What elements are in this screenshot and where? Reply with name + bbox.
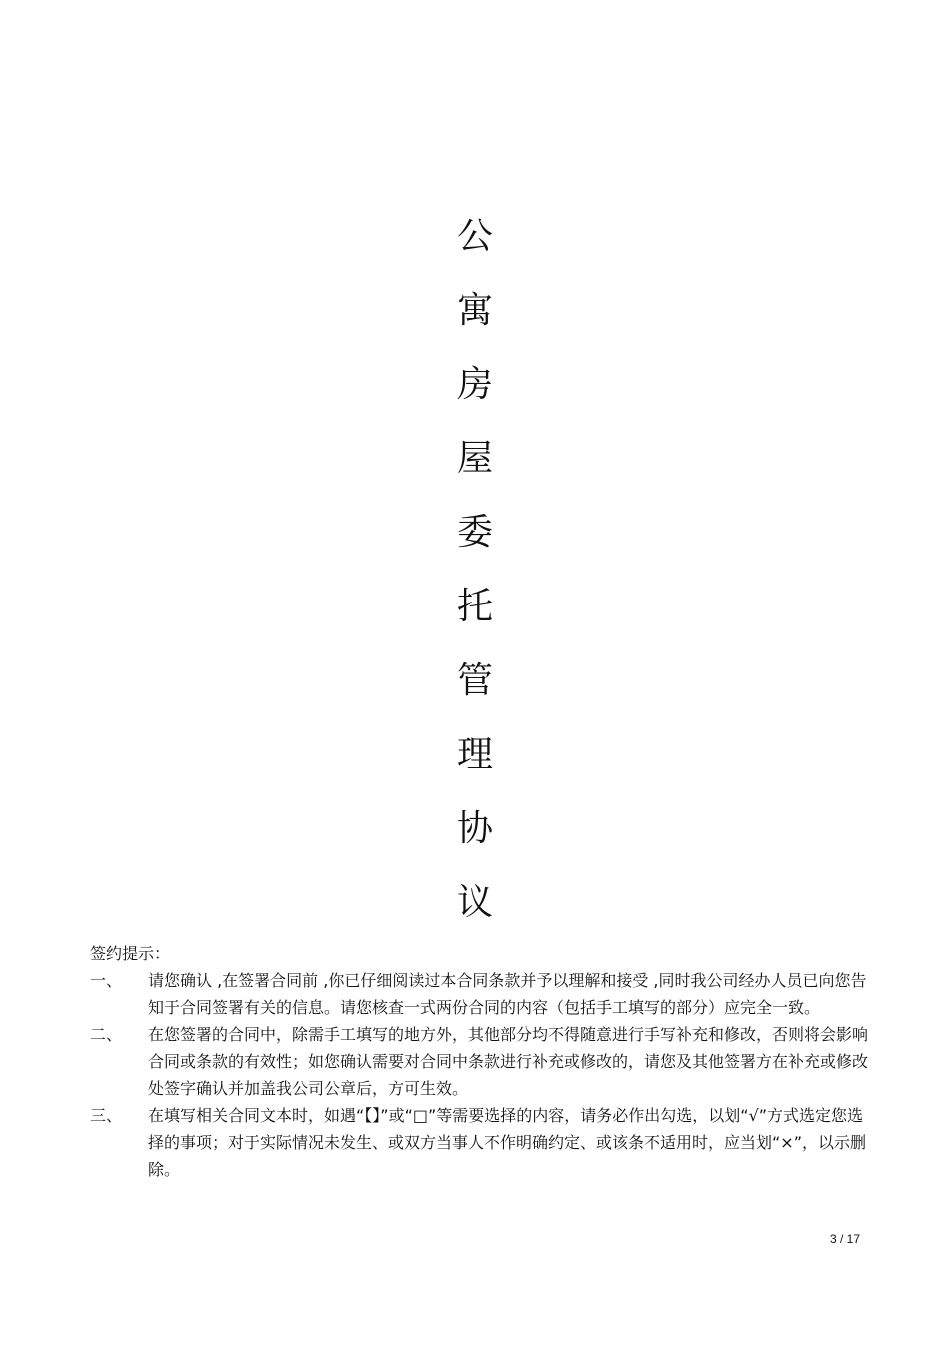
title-char: 委 [456,512,493,553]
notice-heading: 签约提示： [90,944,171,963]
title-char: 房 [456,364,493,405]
title-char: 协 [456,808,493,849]
item-text: 请您确认 ,在签署合同前 ,你已仔细阅读过本合同条款并予以理解和接受 ,同时我公司经办人员已向您告知于合同签署有关的信息。请您核查一式两份合同的内容（包括手工填写的部分）应完全一致。 [148,971,867,1017]
title-char: 寓 [456,290,493,331]
notice-item-2 [90,1021,870,1102]
title-char: 公 [456,216,493,257]
notice-item-3 [90,1102,870,1183]
title-char: 理 [456,734,493,775]
notice-list [90,967,870,1183]
item-marker: 一、 [90,971,123,990]
document-title [447,200,503,940]
title-char: 屋 [456,438,493,479]
item-text: 在您签署的合同中，除需手工填写的地方外，其他部分均不得随意进行手写补充和修改，否则将会影响合同或条款的有效性；如您确认需要对合同中条款进行补充或修改的，请您及其他签署方在补充或修改处签字确认并加盖我公司公章后，方可生效。 [148,1025,869,1098]
signing-notice [90,940,870,1183]
title-char: 议 [456,882,493,923]
page-number: 3 / 17 [829,1232,860,1246]
item-marker: 三、 [90,1106,123,1125]
title-char: 托 [456,586,493,627]
item-text: 在填写相关合同文本时，如遇“【】”或“□”等需要选择的内容，请务必作出勾选，以划“√”方式选定您选择的事项；对于实际情况未发生、或双方当事人不作明确约定、或该条不适用时，应当划“×”，以示删除。 [148,1106,866,1179]
title-char: 管 [456,660,493,701]
notice-item-1 [90,967,870,1021]
item-marker: 二、 [90,1025,123,1044]
